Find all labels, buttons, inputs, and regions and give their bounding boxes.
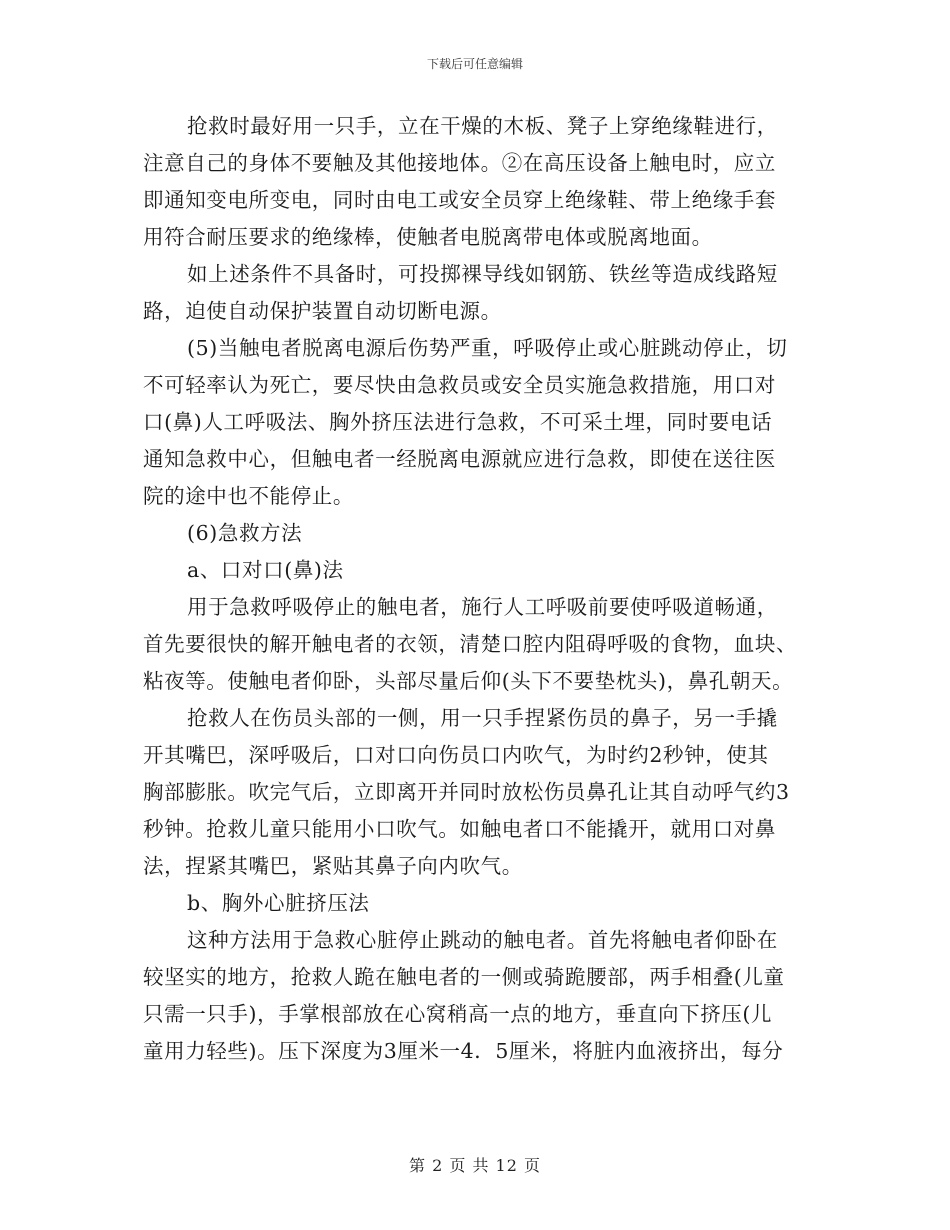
text-line: a、口对口(鼻)法 xyxy=(187,558,344,582)
text-line: 这种方法用于急救心脏停止跳动的触电者。首先将触电者仰卧在 xyxy=(187,928,778,952)
text-line: (6)急救方法 xyxy=(187,521,303,545)
text-line: 秒钟。抢救儿童只能用小口吹气。如触电者口不能撬开，就用口对鼻 xyxy=(143,817,776,841)
text-line: 路，迫使自动保护装置自动切断电源。 xyxy=(143,299,502,323)
text-line: 童用力轻些)。压下深度为3厘米一4．5厘米，将脏内血液挤出，每分 xyxy=(143,1039,784,1063)
text-line: 粘夜等。使触电者仰卧，头部尽量后仰(头下不要垫枕头)，鼻孔朝天。 xyxy=(143,669,794,693)
text-line: 只需一只手)，手掌根部放在心窝稍高一点的地方，垂直向下挤压(儿 xyxy=(143,1002,773,1026)
text-line: 开其嘴巴，深呼吸后，口对口向伤员口内吹气，为时约2秒钟，使其 xyxy=(143,743,769,767)
text-line: 通知急救中心，但触电者一经脱离电源就应进行急救，即使在送往医 xyxy=(143,447,776,471)
page-footer: 第 2 页 共 12 页 xyxy=(409,1156,541,1175)
text-line: 如上述条件不具备时，可投掷裸导线如钢筋、铁丝等造成线路短 xyxy=(187,262,778,286)
text-line: 胸部膨胀。吹完气后，立即离开并同时放松伤员鼻孔让其自动呼气约3 xyxy=(143,780,790,804)
text-line: 较坚实的地方，抢救人跪在触电者的一侧或骑跪腰部，两手相叠(儿童 xyxy=(143,965,785,989)
text-line: b、胸外心脏挤压法 xyxy=(187,891,370,915)
text-line: 即通知变电所变电，同时由电工或安全员穿上绝缘鞋、带上绝缘手套 xyxy=(143,188,776,212)
text-line: 用符合耐压要求的绝缘棒，使触者电脱离带电体或脱离地面。 xyxy=(143,225,713,249)
text-line: 法，捏紧其嘴巴，紧贴其鼻子向内吹气。 xyxy=(143,854,523,878)
text-line: 抢救人在伤员头部的一侧，用一只手捏紧伤员的鼻子，另一手撬 xyxy=(187,706,778,730)
text-line: (5)当触电者脱离电源后伤势严重，呼吸停止或心脏跳动停止，切 xyxy=(187,336,788,360)
page-header: 下载后可任意编辑 xyxy=(426,57,523,71)
text-line: 院的途中也不能停止。 xyxy=(143,484,354,508)
text-line: 用于急救呼吸停止的触电者，施行人工呼吸前要使呼吸道畅通， xyxy=(187,595,778,619)
document-body xyxy=(143,108,813,1070)
text-line: 口(鼻)人工呼吸法、胸外挤压法进行急救，不可采土埋，同时要电话 xyxy=(143,410,773,434)
text-line: 抢救时最好用一只手，立在干燥的木板、凳子上穿绝缘鞋进行， xyxy=(187,114,778,138)
text-line: 注意自己的身体不要触及其他接地体。②在高压设备上触电时，应立 xyxy=(143,151,776,175)
text-line: 不可轻率认为死亡，要尽快由急救员或安全员实施急救措施，用口对 xyxy=(143,373,776,397)
text-line: 首先要很快的解开触电者的衣领，清楚口腔内阻碍呼吸的食物，血块、 xyxy=(143,632,798,656)
